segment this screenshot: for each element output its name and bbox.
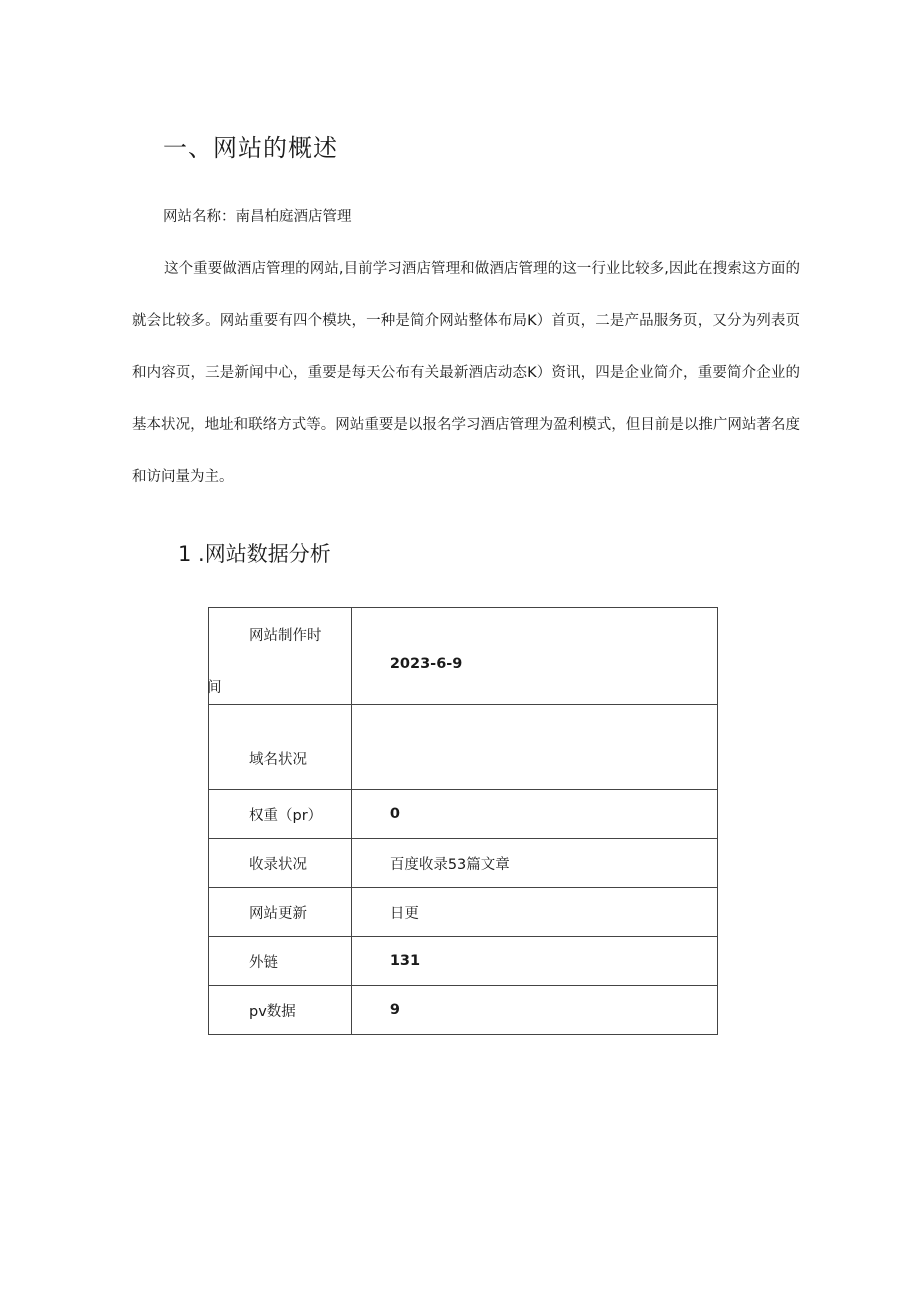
- table-row: [209, 986, 718, 1035]
- subsection-title: 1 .网站数据分析: [178, 542, 331, 566]
- table-cell-label: [209, 790, 352, 839]
- label-backlinks: 外链: [249, 954, 278, 971]
- table-cell-value: [351, 608, 717, 705]
- table-row: [209, 705, 718, 790]
- table-row: [209, 608, 718, 705]
- table-cell-value: [351, 705, 717, 790]
- table-cell-value: [351, 839, 717, 888]
- label-site-update: 网站更新: [249, 905, 307, 922]
- label-weight: 权重（pr）: [249, 807, 323, 824]
- table-row: [209, 839, 718, 888]
- label-domain-status: 域名状况: [249, 751, 307, 768]
- site-name-line: 网站名称：南昌柏庭酒店管理: [163, 209, 352, 225]
- table-cell-label: [209, 705, 352, 790]
- table-cell-label: [209, 608, 352, 705]
- label-build-time-part2: 间: [207, 680, 222, 696]
- label-build-time-part1: 网站制作时: [249, 628, 322, 644]
- table-cell-label: [209, 839, 352, 888]
- value-site-update: 日更: [389, 905, 419, 922]
- overview-paragraph: 这个重要做酒店管理的网站,目前学习酒店管理和做酒店管理的这一行业比较多,因此在搜索这方面的就会比较多。网站重要有四个模块，一种是简介网站整体布局K）首页，二是产品服务页，又分为列表页和内容页，三是新闻中心，重要是每天公布有关最新酒店动态K）资讯，四是企业简介，重要简介企业的基本状况，地址和联络方式等。网站重要是以报名学习酒店管理为盈利模式，但目前是以推广网站著名度和访问量为主。: [132, 261, 800, 485]
- site-data-table: [208, 607, 718, 1035]
- value-index-status: 百度收录53篇文章: [389, 856, 510, 873]
- table-row: [209, 937, 718, 986]
- table-cell-label: [209, 888, 352, 937]
- table-row: [209, 790, 718, 839]
- value-build-time: 2023-6-9: [389, 656, 463, 672]
- table-row: [209, 888, 718, 937]
- table-cell-label: [209, 986, 352, 1035]
- table-cell-value: [351, 888, 717, 937]
- table-cell-value: [351, 937, 717, 986]
- label-pv-data: pv数据: [249, 1003, 296, 1020]
- table-cell-label: [209, 937, 352, 986]
- label-index-status: 收录状况: [249, 856, 307, 873]
- value-backlinks: 131: [389, 953, 421, 969]
- table-cell-value: [351, 790, 717, 839]
- section-title: 一、网站的概述: [163, 134, 338, 162]
- value-weight: 0: [389, 806, 400, 822]
- table-cell-value: [351, 986, 717, 1035]
- value-pv-data: 9: [389, 1002, 400, 1018]
